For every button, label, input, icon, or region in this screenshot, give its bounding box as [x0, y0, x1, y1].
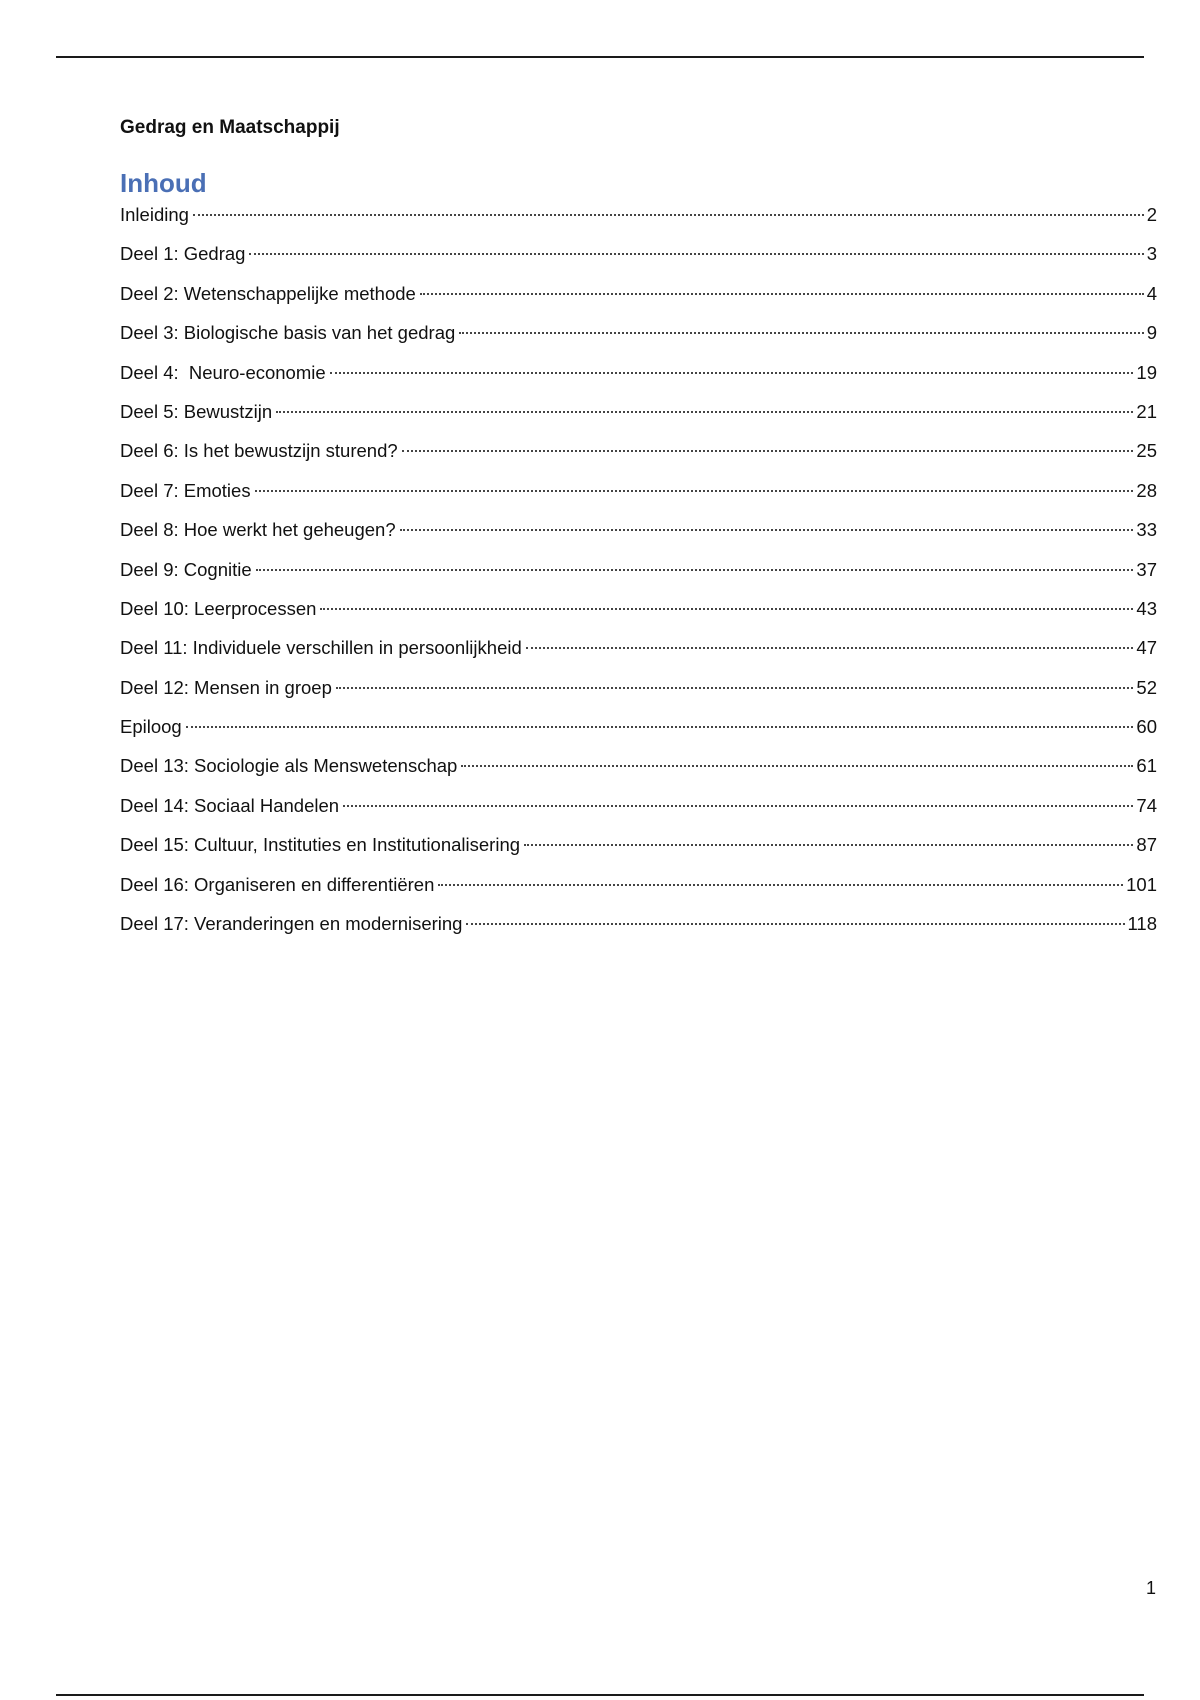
- toc-heading: Inhoud: [120, 168, 207, 198]
- page-number: 1: [1145, 1578, 1156, 1598]
- toc-entry-label: Deel 12: Mensen in groep: [120, 676, 332, 698]
- toc-dot-leader: [320, 608, 1133, 610]
- toc-entry[interactable]: [120, 439, 1157, 478]
- toc-entry-label: Deel 9: Cognitie: [120, 558, 252, 580]
- toc-entry-page: 47: [1136, 637, 1157, 659]
- toc-entry[interactable]: [120, 479, 1157, 518]
- toc-dot-leader: [400, 529, 1134, 531]
- toc-entry-page: 3: [1146, 243, 1157, 265]
- toc-dot-leader: [336, 687, 1134, 689]
- toc-dot-leader: [466, 923, 1124, 925]
- toc-dot-leader: [420, 293, 1144, 295]
- toc-entry[interactable]: [120, 794, 1157, 833]
- table-of-contents: [120, 203, 1157, 951]
- toc-entry[interactable]: [120, 833, 1157, 872]
- toc-entry[interactable]: [120, 518, 1157, 557]
- toc-entry-label: Inleiding: [120, 204, 189, 225]
- toc-entry-page: 19: [1136, 361, 1157, 383]
- toc-entry-label: Deel 13: Sociologie als Menswetenschap: [120, 755, 458, 777]
- toc-entry-label: Deel 8: Hoe werkt het geheugen?: [120, 519, 396, 541]
- toc-entry-page: 28: [1136, 479, 1157, 501]
- toc-entry[interactable]: [120, 321, 1157, 360]
- toc-dot-leader: [256, 569, 1134, 571]
- toc-entry-page: 61: [1136, 755, 1157, 777]
- toc-entry-page: 21: [1136, 400, 1157, 422]
- toc-entry-page: 60: [1136, 716, 1157, 738]
- toc-dot-leader: [249, 253, 1143, 255]
- toc-entry[interactable]: [120, 558, 1157, 597]
- toc-entry[interactable]: [120, 242, 1157, 281]
- toc-entry-page: 37: [1136, 558, 1157, 580]
- toc-entry-page: 25: [1136, 440, 1157, 462]
- toc-entry-page: 118: [1127, 913, 1157, 935]
- toc-dot-leader: [438, 884, 1123, 886]
- toc-dot-leader: [459, 332, 1143, 334]
- toc-entry-label: Deel 1: Gedrag: [120, 243, 246, 265]
- toc-dot-leader: [276, 411, 1133, 413]
- toc-entry[interactable]: [120, 282, 1157, 321]
- toc-entry-page: 101: [1126, 873, 1157, 895]
- toc-entry[interactable]: [120, 912, 1157, 951]
- toc-dot-leader: [526, 647, 1134, 649]
- toc-entry-page: 2: [1146, 204, 1157, 225]
- toc-entry-label: Deel 4: Neuro-economie: [120, 361, 326, 383]
- header-rule: [56, 56, 1144, 58]
- toc-dot-leader: [402, 450, 1134, 452]
- toc-entry-label: Epiloog: [120, 716, 182, 738]
- toc-entry[interactable]: [120, 873, 1157, 912]
- toc-entry-label: Deel 5: Bewustzijn: [120, 400, 273, 422]
- toc-entry-label: Deel 2: Wetenschappelijke methode: [120, 282, 416, 304]
- toc-entry[interactable]: [120, 636, 1157, 675]
- toc-dot-leader: [186, 726, 1134, 728]
- toc-entry[interactable]: [120, 754, 1157, 793]
- toc-entry[interactable]: [120, 676, 1157, 715]
- toc-entry-label: Deel 11: Individuele verschillen in persoonlijkheid: [120, 637, 522, 659]
- toc-entry-label: Deel 14: Sociaal Handelen: [120, 794, 340, 816]
- toc-entry-label: Deel 15: Cultuur, Instituties en Institutionalisering: [120, 834, 521, 856]
- toc-entry-label: Deel 6: Is het bewustzijn sturend?: [120, 440, 398, 462]
- toc-entry-page: 43: [1136, 597, 1157, 619]
- toc-dot-leader: [193, 214, 1144, 216]
- toc-entry[interactable]: [120, 597, 1157, 636]
- toc-entry-page: 4: [1146, 282, 1157, 304]
- toc-entry-page: 52: [1136, 676, 1157, 698]
- toc-dot-leader: [255, 490, 1134, 492]
- toc-entry-label: Deel 7: Emoties: [120, 479, 251, 501]
- toc-entry[interactable]: [120, 715, 1157, 754]
- toc-dot-leader: [330, 372, 1134, 374]
- toc-entry-label: Deel 16: Organiseren en differentiëren: [120, 873, 435, 895]
- toc-entry-page: 87: [1136, 834, 1157, 856]
- toc-entry[interactable]: [120, 400, 1157, 439]
- toc-dot-leader: [461, 765, 1133, 767]
- footer-rule: [56, 1694, 1144, 1696]
- toc-dot-leader: [524, 844, 1133, 846]
- document-title: Gedrag en Maatschappij: [120, 117, 340, 138]
- toc-dot-leader: [343, 805, 1133, 807]
- toc-entry-page: 33: [1136, 519, 1157, 541]
- toc-entry-label: Deel 17: Veranderingen en modernisering: [120, 913, 463, 935]
- toc-entry[interactable]: [120, 203, 1157, 242]
- toc-entry-page: 74: [1136, 794, 1157, 816]
- toc-entry[interactable]: [120, 361, 1157, 400]
- toc-entry-label: Deel 10: Leerprocessen: [120, 597, 317, 619]
- toc-entry-label: Deel 3: Biologische basis van het gedrag: [120, 322, 456, 344]
- toc-entry-page: 9: [1146, 322, 1157, 344]
